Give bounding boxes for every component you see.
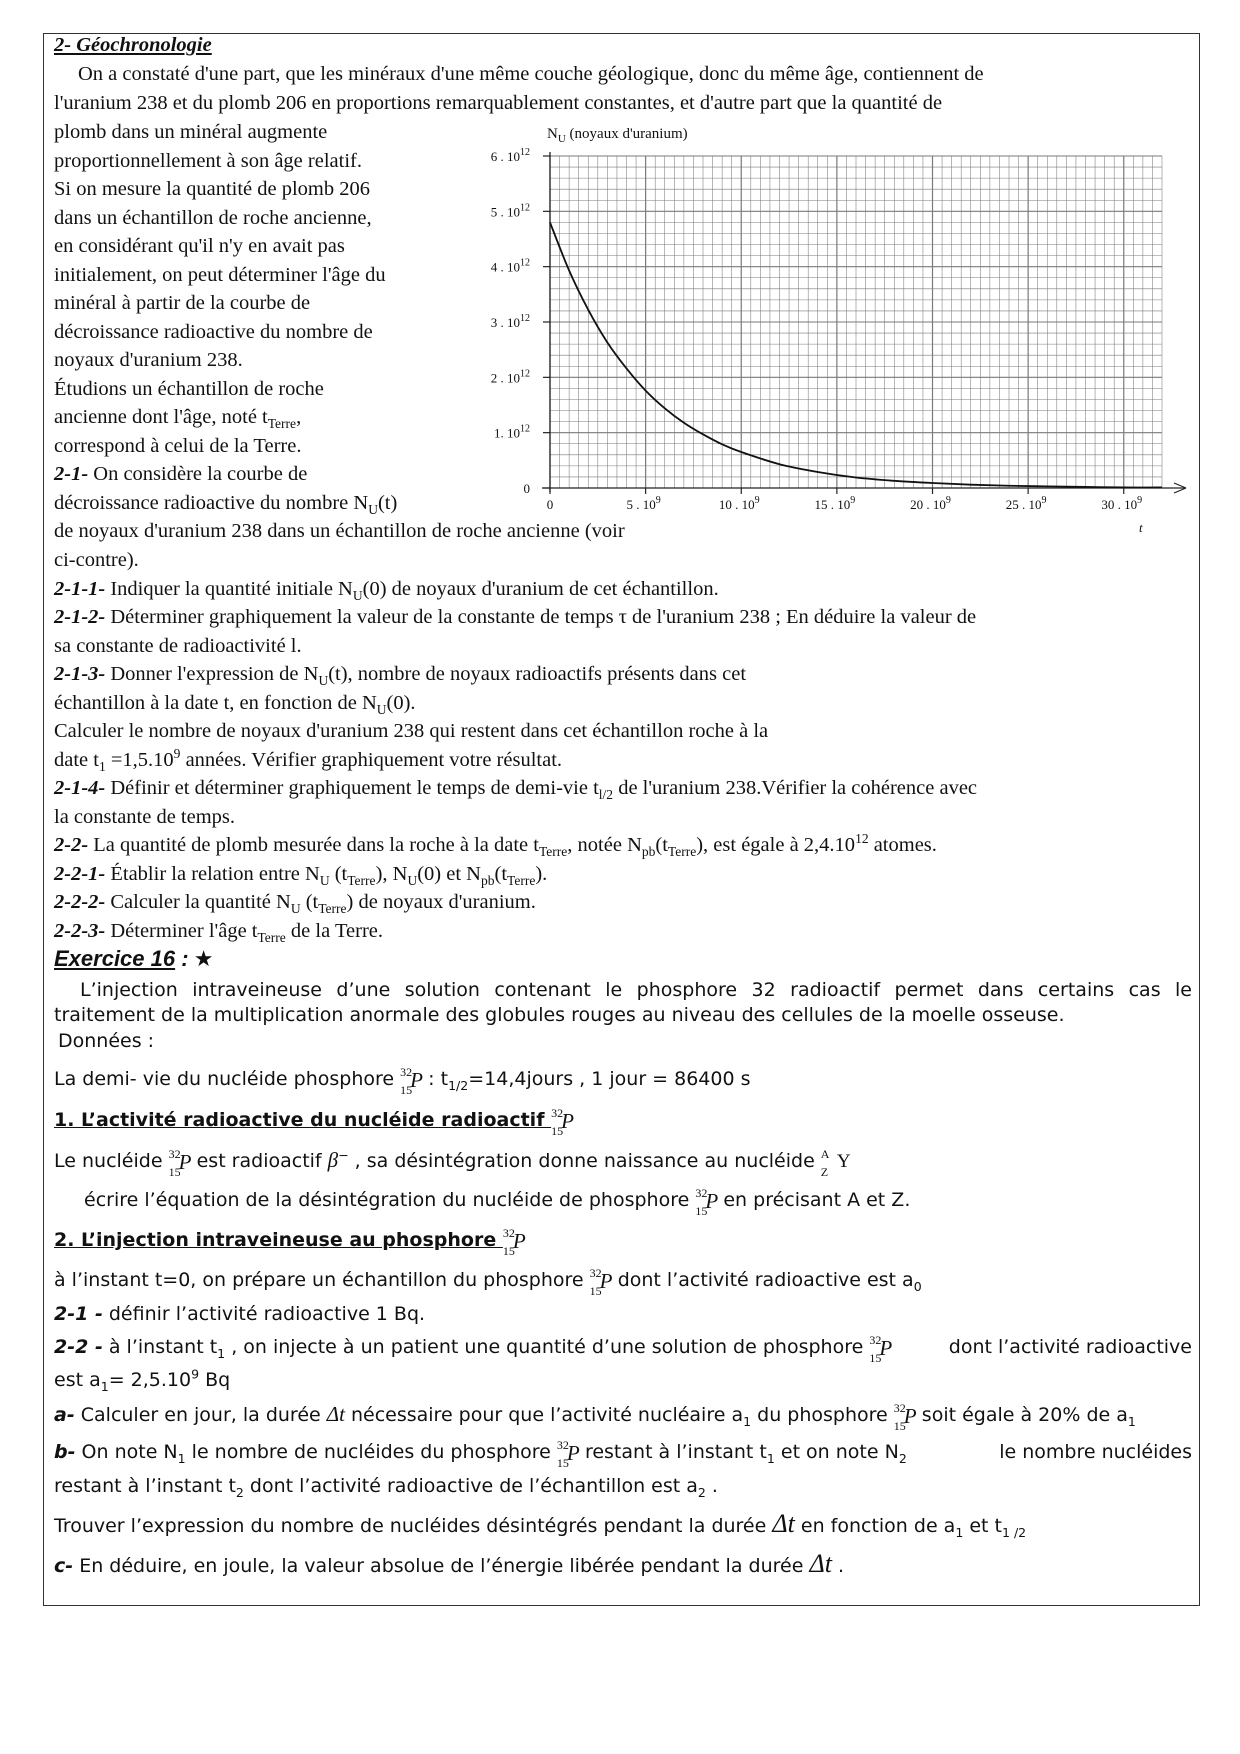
- y-tick-label: 2 . $10^{12}$: [490, 368, 530, 386]
- question-2-1-4-cont: la constante de temps.: [54, 806, 236, 828]
- y-tick-label: 1. $10^{12}$: [494, 423, 530, 441]
- intro-ex16-line-2: traitement de la multiplication anormale des globules rouges au niveau des cellules de la moelle osseuse.: [54, 1004, 1065, 1026]
- part-1-title: 1. L’activité radioactive du nucléide radioactif 32 15 P: [54, 1105, 574, 1138]
- left-col-line: minéral à partir de la courbe de: [54, 292, 311, 314]
- phosphorus-isotope: 32 15 P: [400, 1064, 423, 1097]
- question-2-1-cont: décroissance radioactive du nombre $N_U(t)$: [54, 492, 398, 518]
- question-2-1-3-cont: échantillon à la date t, en fonction de $N_U(0)$.: [54, 692, 416, 718]
- part-1-line-1: Le nucléide 32 15 P est radioactif β− , sa désintégration donne naissance au nucléide A Z Y: [54, 1146, 851, 1179]
- x-tick-label: 25 . $10^9$: [1005, 495, 1047, 512]
- question-b-2-2: 2-2 - à l’instant $t_1$ , on injecte à un patient une quantité d’une solution de phosphore 32 15 P dont l’activité radioactive: [54, 1332, 1192, 1365]
- x-tick-label: 5 . $10^9$: [626, 495, 661, 512]
- x-tick-label: 0: [546, 497, 554, 512]
- part-2-title: 2. L’injection intraveineuse au phosphore 32 15 P: [54, 1225, 526, 1258]
- y-tick-label: 5 . $10^{12}$: [490, 202, 530, 220]
- question-b-2-1: 2-1 - définir l’activité radioactive 1 Bq.: [54, 1303, 426, 1325]
- y-tick-label: 3 . $10^{12}$: [490, 313, 530, 330]
- intro-line-2: l'uranium 238 et du plomb 206 en proportions remarquablement constantes, et d'autre part que la quantité de: [54, 92, 943, 114]
- y-axis-title: $N_U$ (noyaux d'uranium): [547, 126, 688, 145]
- part-2-line-1: à l’instant t=0, on prépare un échantillon du phosphore 32 15 P dont l’activité radioactive est $a_0$: [54, 1265, 922, 1298]
- left-col-line: initialement, on peut déterminer l'âge du: [54, 264, 386, 286]
- question-2-1-2: 2-1-2- Déterminer graphiquement la valeur de la constante de temps τ de l'uranium 238 ; En déduire la valeur de: [54, 606, 977, 628]
- question-2-2-1: 2-2-1- Établir la relation entre $N_U$ $(t_{Terre})$, $N_U(0)$ et $N_{pb}(t_{Terre})$.: [54, 863, 548, 889]
- left-col-line: proportionnellement à son âge relatif.: [54, 150, 362, 172]
- question-2-1-3: 2-1-3- Donner l'expression de $N_U(t)$, nombre de noyaux radioactifs présents dans cet: [54, 663, 747, 689]
- question-b-2-2-cont: est $a_1= 2,5.10^9$ Bq: [54, 1366, 231, 1394]
- y-tick-label: 0: [523, 481, 530, 496]
- x-axis-title: t: [1139, 520, 1143, 535]
- left-col-line: Étudions un échantillon de roche: [54, 378, 324, 400]
- x-tick-label: 15 . $10^9$: [814, 495, 856, 512]
- left-col-line: Si on mesure la quantité de plomb 206: [54, 178, 370, 200]
- x-tick-label: 30 . $10^9$: [1101, 495, 1143, 512]
- question-2-1-4: 2-1-4- Définir et déterminer graphiquement le temps de demi-vie $t_{l/2}$ de l'uranium 238.Vérifier la cohérence avec: [54, 777, 978, 803]
- donnees-label: Données :: [58, 1030, 155, 1052]
- question-c: c- En déduire, en joule, la valeur absolue de l’énergie libérée pendant la durée Δt .: [54, 1549, 845, 1578]
- exercise-16-title: Exercice 16 : ★: [54, 946, 214, 972]
- half-life-line: La demi- vie du nucléide phosphore 32 15 P : $t_{1/2}=14,4jours$ , 1 jour = 86400 s: [54, 1064, 751, 1097]
- question-2-2: 2-2- La quantité de plomb mesurée dans la roche à la date $t_{Terre}$, notée $N_{pb}(t_{Terre})$, est égale à 2,4.10$^{12}$ atomes.: [54, 831, 937, 860]
- y-tick-label: 4 . $10^{12}$: [490, 257, 530, 275]
- left-col-line: ancienne dont l'âge, noté $t_{Terre}$,: [54, 406, 302, 432]
- trouver-line: Trouver l’expression du nombre de nucléides désintégrés pendant la durée Δt en fonction de $a_1$ et $t_{1 /2}$: [54, 1509, 1027, 1540]
- y-tick-label: 6 . $10^{12}$: [490, 147, 530, 164]
- left-col-line: dans un échantillon de roche ancienne,: [54, 207, 372, 229]
- star-icon: ★: [193, 947, 214, 972]
- left-col-line: décroissance radioactive du nombre de: [54, 321, 373, 343]
- question-a: a- Calculer en jour, la durée Δt nécessaire pour que l’activité nucléaire $a_1$ du phosphore 32 15 P soit égale à 20% de $a_1$: [54, 1400, 1136, 1433]
- left-col-line: correspond à celui de la Terre.: [54, 435, 302, 457]
- question-2-2-2: 2-2-2- Calculer la quantité $N_U$ $(t_{Terre})$ de noyaux d'uranium.: [54, 891, 536, 917]
- question-b-cont: restant à l’instant $t_2$ dont l’activité radioactive de l’échantillon est $a_2$ .: [54, 1475, 718, 1500]
- question-2-1-1: 2-1-1- Indiquer la quantité initiale $N_U(0)$ de noyaux d'uranium de cet échantillon.: [54, 578, 719, 604]
- x-tick-label: 20 . $10^9$: [910, 495, 951, 512]
- question-b: b- On note $N_1$ le nombre de nucléides du phosphore 32 15 P restant à l’instant $t_1$ et on note $N_2$ le nombre nucléides: [54, 1437, 1192, 1470]
- x-tick-label: 10 . $10^9$: [718, 495, 760, 512]
- left-col-line: plomb dans un minéral augmente: [54, 121, 328, 143]
- intro-line-1: On a constaté d'une part, que les minéraux d'une même couche géologique, donc du même âge, contiennent de: [78, 63, 984, 85]
- question-2-1-cont: ci-contre).: [54, 549, 139, 571]
- question-2-1-3-cont: Calculer le nombre de noyaux d'uranium 238 qui restent dans cet échantillon roche à la: [54, 720, 769, 742]
- left-col-line: en considérant qu'il n'y en avait pas: [54, 235, 345, 257]
- part-1-line-2: écrire l’équation de la désintégration du nucléide de phosphore 32 15 P en précisant A et Z.: [84, 1185, 911, 1218]
- question-2-1: 2-1- On considère la courbe de: [54, 463, 308, 485]
- section-title: 2- Géochronologie: [54, 34, 212, 56]
- question-2-1-cont: de noyaux d'uranium 238 dans un échantillon de roche ancienne (voir: [54, 520, 625, 542]
- decay-chart: [470, 122, 1200, 542]
- question-2-2-3: 2-2-3- Déterminer l'âge $t_{Terre}$ de la Terre.: [54, 920, 384, 946]
- intro-ex16-line-1: L’injection intraveineuse d’une solution contenant le phosphore 32 radioactif permet dans certains cas le: [80, 979, 1192, 1001]
- left-col-line: noyaux d'uranium 238.: [54, 349, 243, 371]
- question-2-1-2-cont: sa constante de radioactivité l.: [54, 635, 302, 657]
- question-2-1-3-cont: date $t_1 =1,5.10^9$ années. Vérifier graphiquement votre résultat.: [54, 746, 563, 775]
- grid: [550, 156, 1162, 488]
